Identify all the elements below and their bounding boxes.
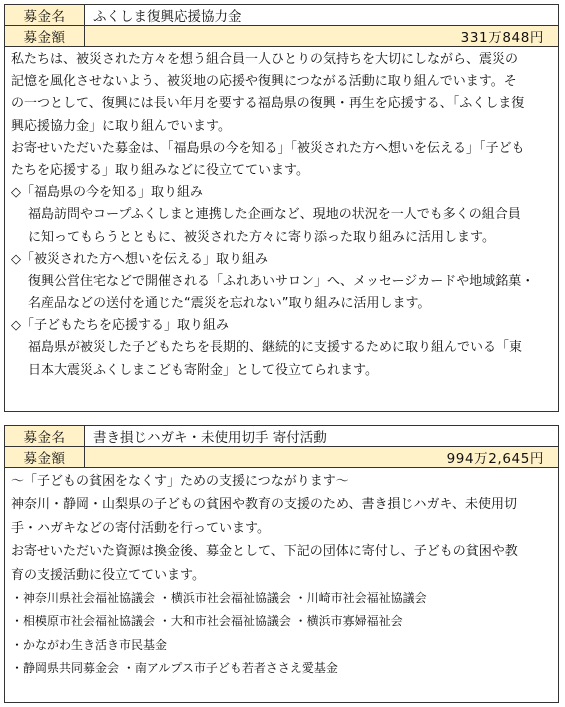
description-line: お寄せいただいた資源は換金後、募金として、下記の団体に寄付し、子どもの貧困や教 <box>11 544 518 560</box>
organization-list-item: ・相模原市社会福祉協議会 ・大和市社会福祉協議会 ・横浜市寡婦福祉会 <box>11 614 403 629</box>
section-text: 福島訪問やコープふくしまと連携した企画など、現地の状況を一人でも多くの組合員 <box>28 207 521 223</box>
section-text: 福島県が被災した子どもたちを長期的、継続的に支援するために取り組んでいる「東 <box>28 340 523 356</box>
section-text: 名産品などの送付を通じた“震災を忘れない”取り組みに活用します。 <box>28 296 431 312</box>
description-line: 育の支援活動に役立てています。 <box>11 567 205 583</box>
section-heading: ◇「被災された方へ想いを伝える」取り組み <box>11 251 268 267</box>
fund-amount-value: 331万848円 <box>460 30 544 46</box>
fund-name-row <box>5 5 558 26</box>
section-heading: ◇「子どもたちを応援する」取り組み <box>11 318 229 334</box>
fund-name-label: 募金名 <box>5 426 85 446</box>
fund-amount-label: 募金額 <box>5 26 85 46</box>
fund-amount-value: 994万2,645円 <box>446 451 544 467</box>
fund-description <box>5 468 558 681</box>
section-text: 日本大震災ふくしまこども寄附金」として役立てられます。 <box>28 362 378 378</box>
fund-panel-fukushima <box>4 4 559 412</box>
fund-name-label: 募金名 <box>5 5 85 25</box>
description-line: 私たちは、被災された方々を想う組合員一人ひとりの気持ちを大切にしながら、震災の <box>11 52 519 67</box>
description-line: お寄せいただいた募金は、「福島県の今を知る」「被災された方へ想いを伝える」「子ども <box>11 140 525 156</box>
description-line: 記憶を風化させないよう、被災地の応援や復興につながる活動に取り組んでいます。そ <box>11 74 517 90</box>
fund-name-value: ふくしま復興応援協力金 <box>93 9 242 25</box>
fund-amount-row <box>5 26 558 47</box>
fund-description <box>5 47 558 382</box>
fund-amount-label: 募金額 <box>5 447 85 467</box>
fund-panel-postcards <box>4 425 559 703</box>
fund-amount-row <box>5 447 558 468</box>
description-line: 興応援協力金」に取り組んでいます。 <box>11 118 231 134</box>
section-heading: ◇「福島県の今を知る」取り組み <box>11 185 203 201</box>
fund-name-row <box>5 426 558 447</box>
description-line: 神奈川・静岡・山梨県の子どもの貧困や教育の支援のため、書き損じハガキ、未使用切 <box>11 497 517 513</box>
description-line: ～「子どもの貧困をなくす」ための支援につながります～ <box>11 474 349 489</box>
description-line: たちを応援する」取り組みなどに役立てています。 <box>11 162 309 178</box>
organization-list-item: ・静岡県共同募金会 ・南アルプス市子ども若者ささえ愛基金 <box>11 661 338 676</box>
organization-list-item: ・神奈川県社会福祉協議会 ・横浜市社会福祉協議会 ・川崎市社会福祉協議会 <box>11 590 427 605</box>
section-text: に知ってもらうとともに、被災された方々に寄り添った取り組みに活用します。 <box>28 229 495 245</box>
section-text: 復興公営住宅などで開催される「ふれあいサロン」へ、メッセージカードや地域銘菓・ <box>28 273 535 289</box>
organization-list-item: ・かながわ生き活き市民基金 <box>11 637 168 652</box>
description-line: の一つとして、復興には長い年月を要する福島県の復興・再生を応援する、「ふくしま復 <box>11 96 525 112</box>
fund-name-value: 書き損じハガキ・未使用切手 寄付活動 <box>93 430 327 446</box>
description-line: 手・ハガキなどの寄付活動を行っています。 <box>11 520 270 536</box>
